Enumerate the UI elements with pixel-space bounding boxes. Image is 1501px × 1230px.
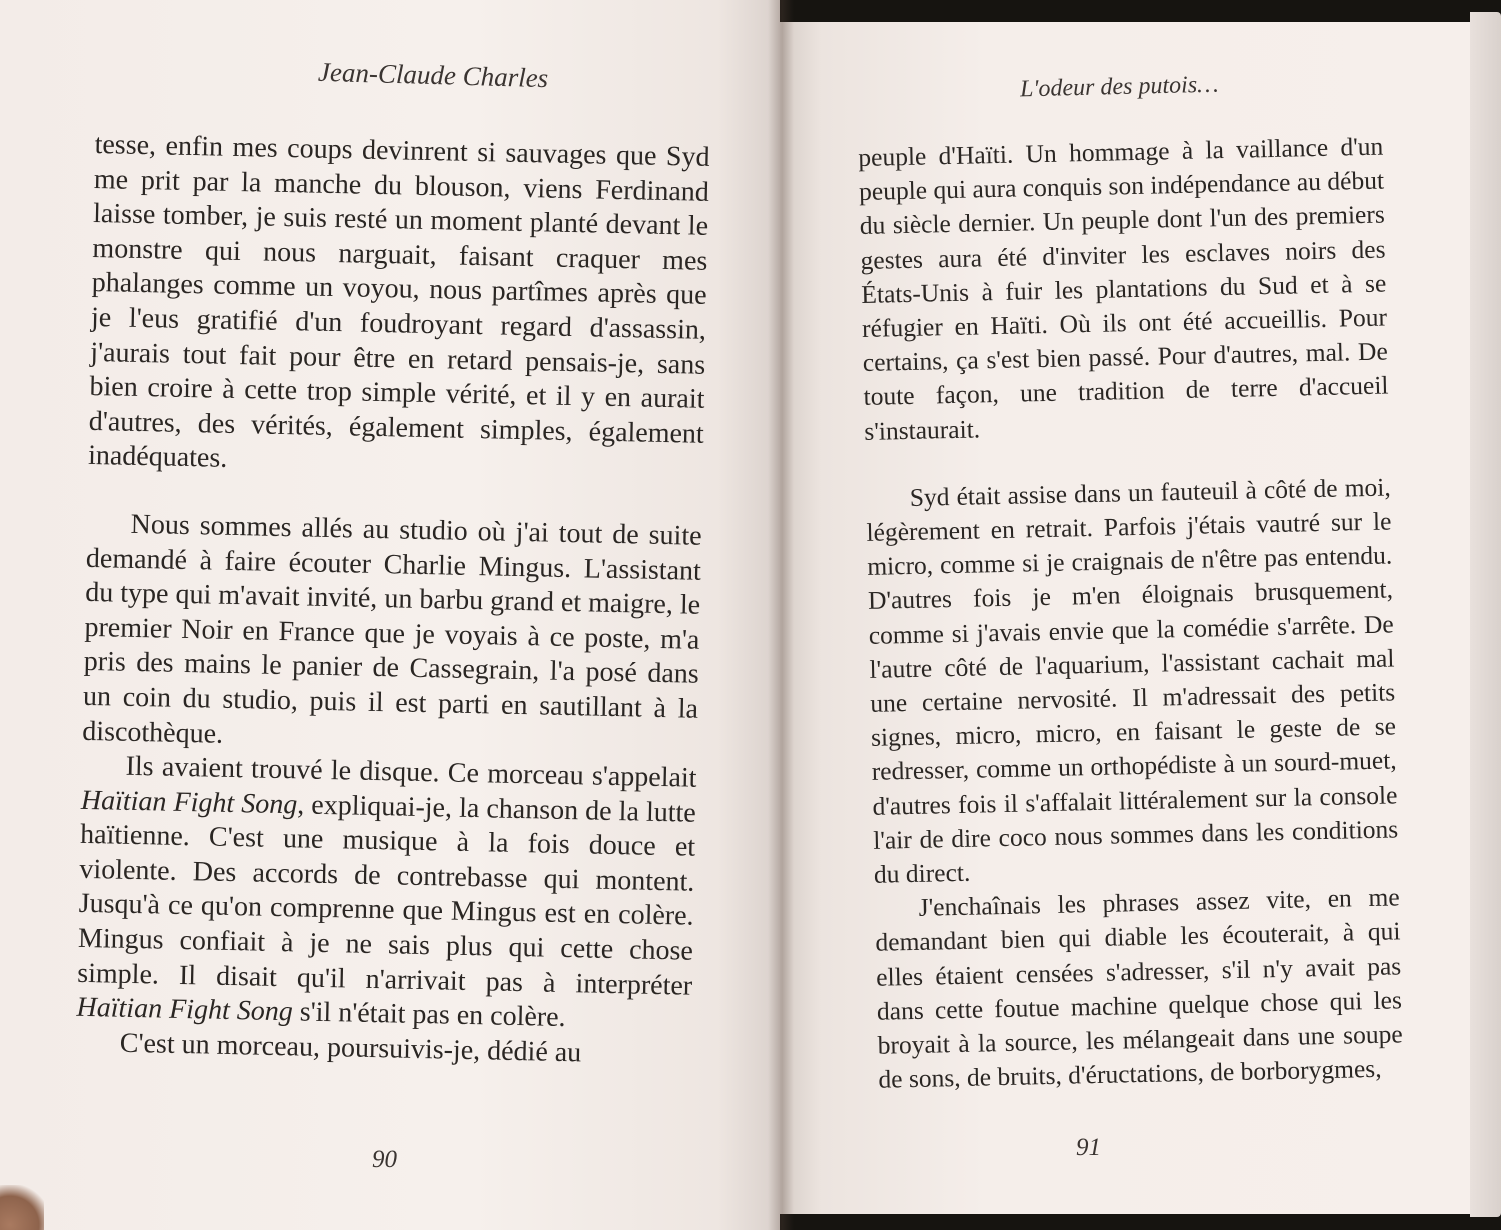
left-page-number: 90 [372, 1146, 397, 1173]
right-page-text [858, 130, 1404, 1098]
right-page-number: 91 [1076, 1134, 1101, 1161]
book-gutter [768, 0, 794, 1230]
right-running-head: L'odeur des putois… [1019, 71, 1219, 103]
paragraph: tesse, enfin mes coups devinrent si sauvages que Syd me prit par la manche du blouson, viens Ferdinand laisse tomber, je suis resté un moment planté devant le monstre qui nous narguait, faisant craquer mes phalanges comme un voyou, nous partîmes après que je l'eus gratifié d'un foudroyant regard d'assassin, j'aurais tout fait pour être en retard pensais-je, sans bien croire à cette trop simple vérité, et il y en aurait d'autres, des vérités, également simples, également inadéquates. [87, 128, 710, 475]
paragraph: C'est un morceau, poursuivis-je, dédié au [119, 1027, 582, 1069]
thumb [0, 1185, 44, 1230]
paragraph: J'enchaînais les phrases assez vite, en me demandant bien qui diable les écouterait, à qui elles étaient censées s'adresser, s'il n'y avait pas dans cette foutue machine quelque chose qui les broyait à la source, les mélangeait dans une soupe de sons, de bruits, d'éructations, de borborygmes, [875, 882, 1403, 1095]
paragraph: Syd était assise dans un fauteuil à côté de moi, légèrement en retrait. Parfois j'étais vautré sur le micro, comme si je craignais de n'être pas entendu. D'autres fois je m'en éloignais brusquement, comme si j'avais envie que la comédie s'arrête. De l'autre côté de l'aquarium, l'assistant cachait mal une certaine nervosité. Il m'adressait des petits signes, micro, micro, en faisant le geste de se redresser, comme un orthopédiste à un sourd-muet, d'autres fois il s'affalait littéralement sur la console l'air de dire coco nous sommes dans les conditions du direct. [866, 472, 1399, 889]
left-page-text [75, 128, 709, 1073]
left-running-head: Jean-Claude Charles [317, 56, 549, 94]
paragraph: Nous sommes allés au studio où j'ai tout de suite demandé à faire écouter Charlie Mingus. L'assistant du type qui m'avait invité, un barbu grand et maigre, le premier Noir en France que je voyais à ce poste, m'a pris des mains le panier de Cassegrain, l'a posé dans un coin du studio, puis il est parti en sautillant à la discothèque. [82, 508, 702, 750]
page-edge [1470, 12, 1501, 1217]
song-title: Haïtian Fight Song [80, 784, 298, 821]
paragraph: peuple d'Haïti. Un hommage à la vaillance d'un peuple qui aura conquis son indépendance au début du siècle dernier. Un peuple dont l'un des premiers gestes aura été d'inviter les esclaves noirs des États-Unis à fuir les plantations du Sud et à se réfugier en Haïti. Où ils ont été accueillis. Pour certains, ça s'est bien passé. Pour d'autres, mal. De toute façon, une tradition de terre d'accueil s'instaurait. [858, 131, 1389, 446]
paragraph: Ils avaient trouvé le disque. Ce morceau s'appelait Haïtian Fight Song, expliquai-je, la chanson de la lutte haïtienne. C'est une musique à la fois douce et violente. Des accords de contrebasse qui montent. Jusqu'à ce qu'on comprenne que Mingus est en colère. Mingus confiait à je ne sais plus qui cette chose simple. Il disait qu'il n'arrivait pas à interpréter Haïtian Fight Song s'il n'était pas en colère. [76, 750, 697, 1034]
song-title: Haïtian Fight Song [76, 992, 294, 1028]
